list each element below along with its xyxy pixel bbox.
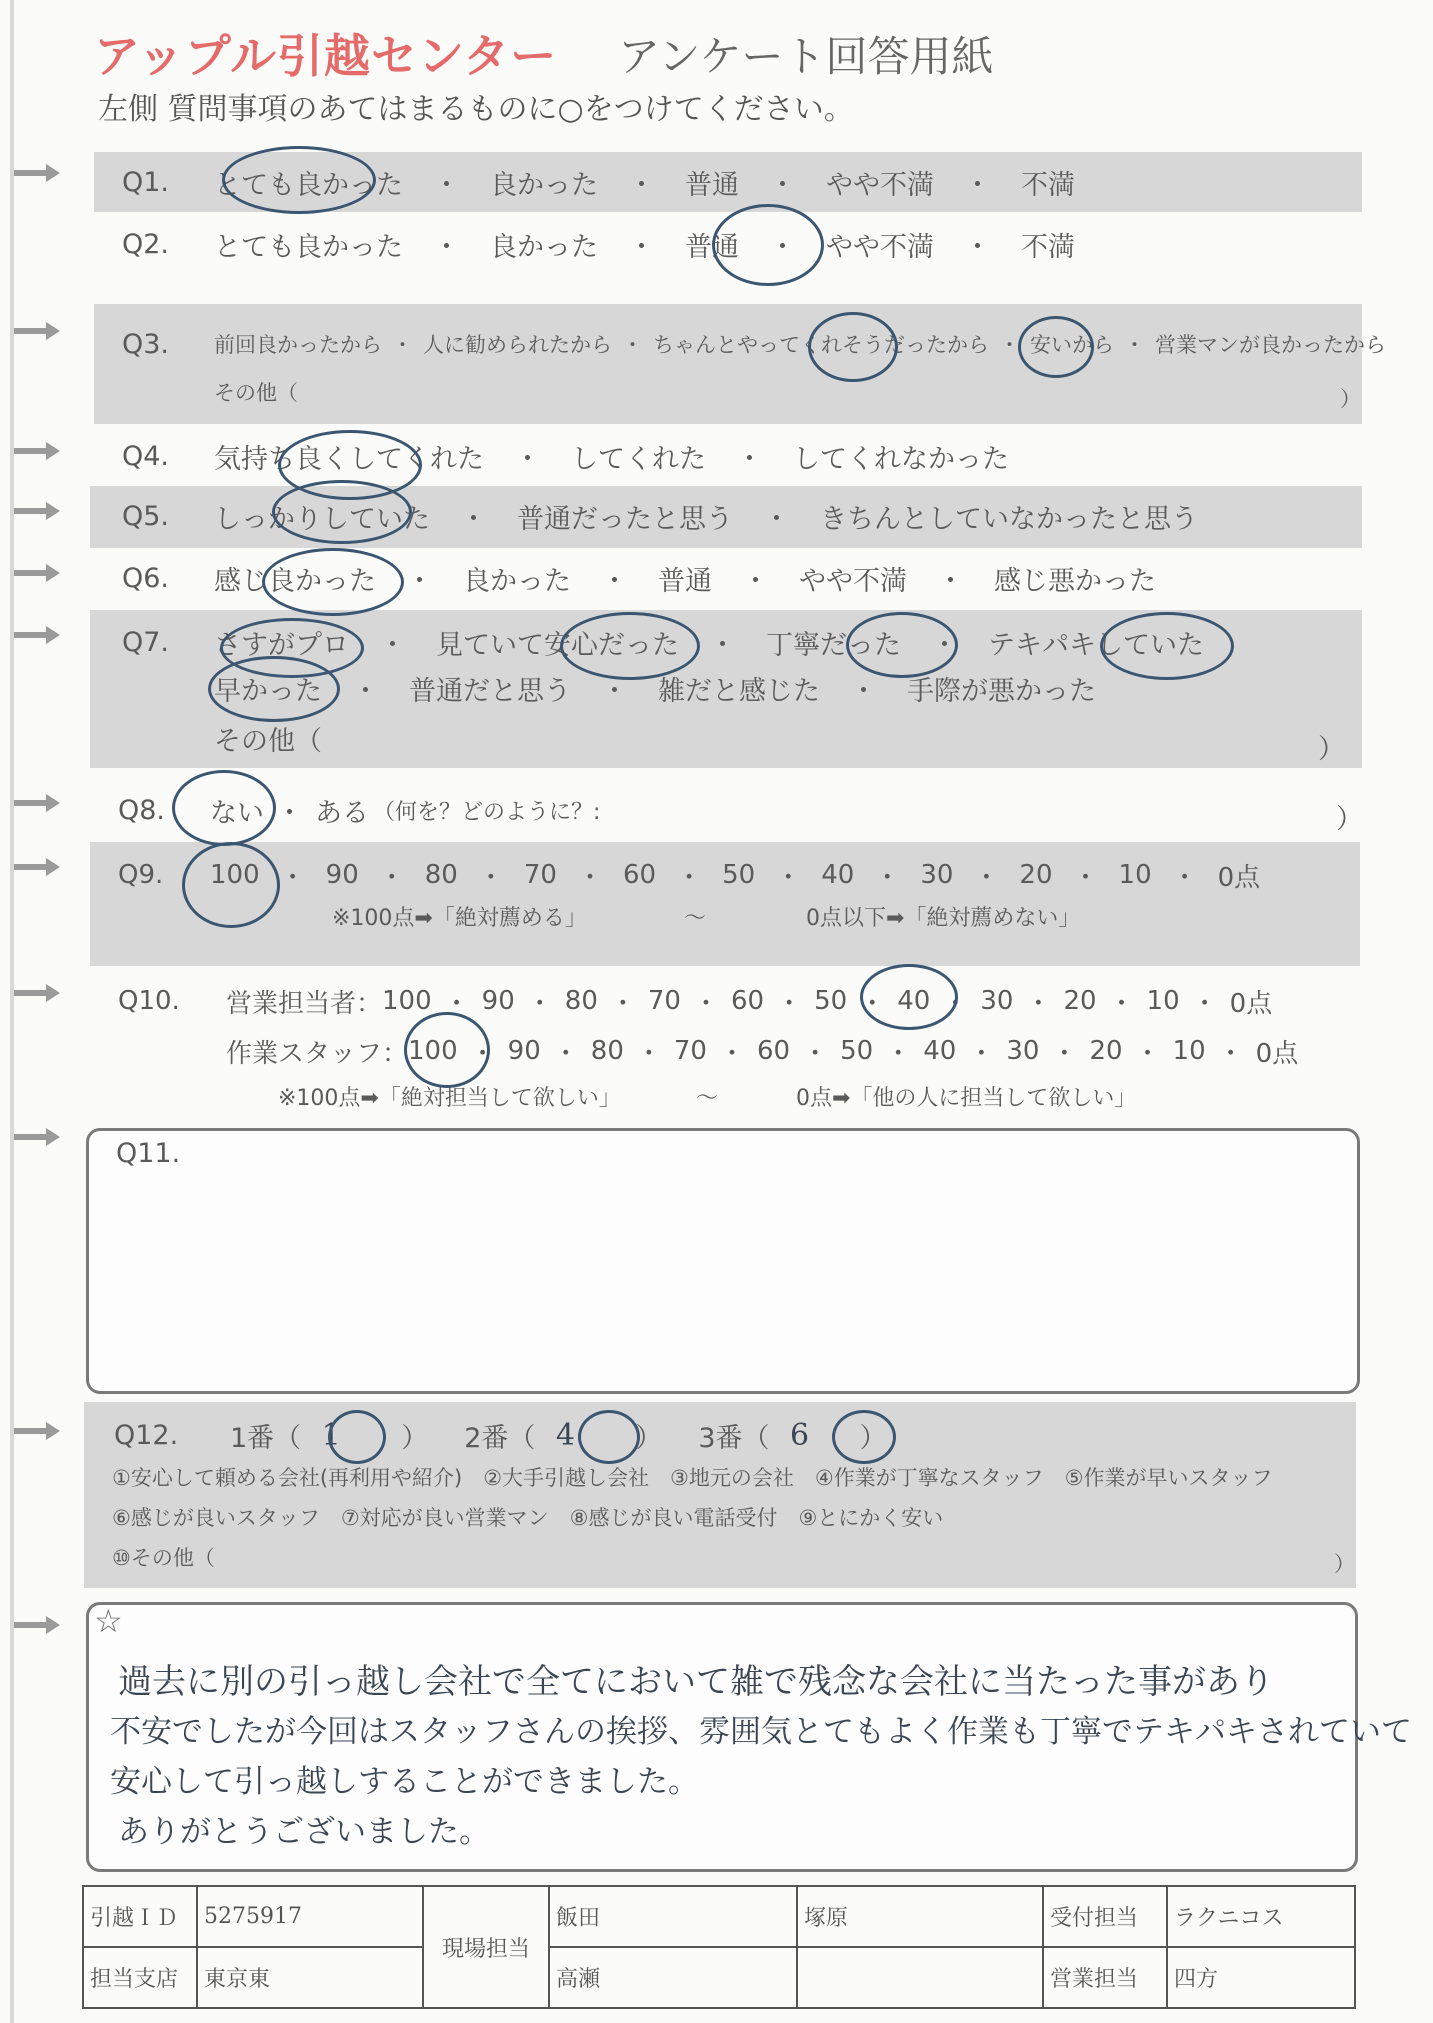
reception-label: 受付担当	[1043, 1886, 1167, 1947]
q5-answer-circle	[272, 480, 412, 544]
margin-arrow-icon	[14, 500, 60, 522]
q6-option-pleasant[interactable]: 感じ良かった	[214, 565, 376, 597]
q12-rank3-close: ）	[859, 1422, 887, 1454]
staff-info-table	[82, 1885, 1356, 2009]
q12-choices-line1: ①安心して頼める会社(再利用や紹介) ②大手引越し会社 ③地元の会社 ④作業が丁寧なスタッフ ⑤作業が早いスタッフ	[112, 1466, 1273, 1490]
site-staff-label: 現場担当	[423, 1886, 549, 2008]
q9-note-left: ※100点➡「絶対薦める」	[332, 905, 587, 931]
q1-answer-circle	[222, 146, 376, 214]
q9-score-40[interactable]: 40	[821, 860, 855, 890]
q9-score-30[interactable]: 30	[920, 860, 954, 890]
q10-staff-score-90[interactable]: 90	[507, 1036, 541, 1066]
margin-arrow-icon	[14, 1420, 60, 1442]
comment-line-4: ありがとうございました。	[118, 1814, 490, 1850]
margin-arrow-icon	[14, 1126, 60, 1148]
margin-arrow-icon	[14, 562, 60, 584]
q9-note-mid: 〜	[684, 905, 707, 931]
q9-score-100[interactable]: 100	[210, 860, 260, 890]
q9-note-right: 0点以下➡「絶対薦めない」	[806, 905, 1081, 931]
q12-rank3-value[interactable]: 6	[790, 1417, 810, 1453]
q7-option-efficient[interactable]: テキパキしていた	[988, 629, 1204, 661]
q9-score-0[interactable]: 0点	[1217, 862, 1261, 893]
q10-staff-score-50[interactable]: 50	[840, 1036, 874, 1066]
q4-label: Q4.	[122, 440, 170, 472]
q7-option-reassuring[interactable]: 見ていて安心だった	[436, 629, 679, 661]
q10-note-mid: 〜	[696, 1085, 719, 1111]
q4-option-did[interactable]: してくれた	[571, 443, 706, 475]
q2-option-dissatisfied[interactable]: 不満	[1021, 231, 1075, 263]
q10-staff-score-40[interactable]: 40	[923, 1036, 957, 1066]
margin-arrow-icon	[14, 320, 60, 342]
q12-choices-line2: ⑥感じが良いスタッフ ⑦対応が良い営業マン ⑧感じが良い電話受付 ⑨とにかく安い	[112, 1506, 944, 1530]
q7-option-pro[interactable]: さすがプロ	[214, 629, 349, 661]
q10-staff-score-30[interactable]: 30	[1006, 1036, 1040, 1066]
q10-staff-score-60[interactable]: 60	[757, 1036, 791, 1066]
comment-line-3: 安心して引っ越しすることができました。	[110, 1764, 699, 1800]
site-staff-3[interactable]: 高瀬	[549, 1947, 797, 2008]
q10-sales-answer-circle	[860, 964, 958, 1030]
margin-arrow-icon	[14, 440, 60, 462]
q10-staff-score-20[interactable]: 20	[1089, 1036, 1123, 1066]
q7-option-normal[interactable]: 普通だと思う	[409, 675, 571, 707]
q4-option-pleasant[interactable]: 気持ち良くしてくれた	[214, 443, 484, 475]
move-id-label: 引越ＩＤ	[83, 1886, 197, 1947]
q8-option-none[interactable]: ない	[210, 797, 264, 829]
move-id-value[interactable]: 5275917	[197, 1886, 423, 1947]
q10-label: Q10.	[118, 986, 180, 1016]
q9-score-70[interactable]: 70	[523, 860, 557, 890]
q6-answer-circle	[262, 548, 404, 616]
q12-rank1-value[interactable]: 1	[321, 1417, 341, 1453]
q10-sales-score-30[interactable]: 30	[980, 986, 1014, 1016]
q10-staff-row: 作業スタッフ： 100 ・ 90 ・ 80 ・ 70 ・ 60 ・ 50 ・ 40 ・ 30 ・ 20 ・ 10 ・ 0点	[226, 1030, 1298, 1072]
comment-line-1: 過去に別の引っ越し会社で全てにおいて雑で残念な会社に当たった事があり	[118, 1662, 1274, 1702]
q9-row: Q9. 100 ・ 90 ・ 80 ・ 70 ・ 60 ・ 50 ・ 40 ・ 30 ・ 20 ・ 10 ・ 0点	[118, 854, 1260, 896]
margin-arrow-icon	[14, 1614, 60, 1636]
q12-label: Q12.	[114, 1419, 179, 1451]
q4-row: Q4. 気持ち良くしてくれた ・ してくれた ・ してくれなかった	[122, 436, 1009, 476]
q10-staff-score-70[interactable]: 70	[673, 1036, 707, 1066]
q10-sales-row: Q10. 営業担当者： 100 ・ 90 ・ 80 ・ 70 ・ 60 ・ 50 ・ 40 ・ 30 ・ 20 ・ 10 ・ 0点	[118, 980, 1272, 1022]
company-name: アップル引越センター	[94, 29, 558, 83]
q12-choices-other: ⑩その他（	[112, 1546, 215, 1570]
q10-note-right: 0点➡「他の人に担当して欲しい」	[796, 1085, 1137, 1111]
q7-option-careful[interactable]: 丁寧だった	[766, 629, 901, 661]
q2-option-slightly-dissatisfied[interactable]: やや不満	[826, 231, 934, 263]
q3-answer-circle-2	[1018, 316, 1094, 378]
q12-rank-row	[114, 1414, 887, 1456]
q10-sales-score-60[interactable]: 60	[731, 986, 765, 1016]
q2-option-normal[interactable]: 普通	[685, 231, 739, 263]
q3-other-row	[214, 376, 298, 408]
q12-rank2-value[interactable]: 4	[555, 1417, 575, 1453]
q3-answer-circle-1	[808, 312, 898, 382]
q5-label: Q5.	[122, 500, 170, 532]
star-icon: ☆	[94, 1602, 123, 1640]
q12-rank1-circle	[328, 1410, 386, 1464]
q2-option-very-good[interactable]: とても良かった	[214, 231, 403, 263]
q7-other-row	[214, 718, 322, 758]
q7-row-1: Q7. さすがプロ ・ 見ていて安心だった ・ 丁寧だった ・ テキパキしていた	[122, 622, 1204, 662]
q12-rank3-circle	[832, 1410, 896, 1464]
q10-staff-score-80[interactable]: 80	[590, 1036, 624, 1066]
q12-rank2-label: 2番（	[464, 1422, 536, 1454]
q1-option-dissatisfied[interactable]: 不満	[1021, 169, 1075, 201]
instruction-text: 左側 質問事項のあてはまるものに○をつけてください。	[98, 92, 854, 127]
q9-score-10[interactable]: 10	[1118, 860, 1152, 890]
q2-option-good[interactable]: 良かった	[490, 231, 598, 263]
q9-score-90[interactable]: 90	[325, 860, 359, 890]
q6-label: Q6.	[122, 562, 170, 594]
q12-rank3-label: 3番（	[698, 1422, 770, 1454]
sales-value[interactable]: 四方	[1167, 1947, 1355, 2008]
q8-hint: （何を？どのように？:	[373, 799, 601, 825]
q3-option-sales[interactable]: 営業マンが良かったから	[1155, 333, 1386, 357]
q1-option-slightly-dissatisfied[interactable]: やや不満	[826, 169, 934, 201]
margin-arrow-icon	[14, 624, 60, 646]
binding-edge	[10, 0, 14, 2023]
q8-row: Q8. ない ・ ある （何を？どのように？:	[118, 790, 600, 830]
q12-rank1-label: 1番（	[230, 1422, 302, 1454]
reception-value[interactable]: ラクニコス	[1167, 1886, 1355, 1947]
q1-row: Q1. とても良かった ・ 良かった ・ 普通 ・ やや不満 ・ 不満	[122, 162, 1075, 202]
q2-label: Q2.	[122, 228, 170, 260]
q1-option-very-good[interactable]: とても良かった	[214, 169, 403, 201]
q9-answer-circle	[182, 842, 280, 928]
margin-arrow-icon	[14, 162, 60, 184]
q12-rank2-circle	[578, 1410, 640, 1464]
q3-option-reliable[interactable]: ちゃんとやってくれそうだったから	[653, 333, 989, 357]
q8-label: Q8.	[118, 794, 166, 826]
q7-option-sloppy[interactable]: 雑だと感じた	[658, 675, 820, 707]
q8-close: ）	[1336, 803, 1363, 835]
q10-sales-score-50[interactable]: 50	[814, 986, 848, 1016]
margin-arrow-icon	[14, 982, 60, 1004]
q6-option-slightly-dissatisfied[interactable]: やや不満	[799, 565, 907, 597]
q9-score-50[interactable]: 50	[722, 860, 756, 890]
q10-sales-score-0[interactable]: 0点	[1229, 988, 1273, 1019]
q3-other-label: その他（	[214, 381, 298, 405]
q7-option-clumsy[interactable]: 手際が悪かった	[907, 675, 1096, 707]
q3-option-recommended[interactable]: 人に勧められたから	[423, 333, 612, 357]
site-staff-empty-cell[interactable]	[797, 1947, 1043, 2008]
q2-answer-circle	[712, 204, 824, 286]
q7-answer-circle-3	[846, 612, 958, 678]
q9-label: Q9.	[118, 860, 164, 890]
q12-choices-close: ）	[1334, 1552, 1355, 1576]
q3-row: Q3. 前回良かったから ・ 人に勧められたから ・ ちゃんとやってくれそうだったから ・ 安いから ・ 営業マンが良かったから	[122, 328, 1386, 360]
q7-label: Q7.	[122, 626, 170, 658]
q11-answer-box[interactable]	[86, 1128, 1360, 1394]
q6-option-normal[interactable]: 普通	[658, 565, 712, 597]
branch-value[interactable]: 東京東	[197, 1947, 423, 2008]
q1-option-normal[interactable]: 普通	[685, 169, 739, 201]
q4-option-did-not[interactable]: してくれなかった	[793, 443, 1009, 475]
site-staff-2[interactable]: 塚原	[797, 1886, 1043, 1947]
q1-option-good[interactable]: 良かった	[490, 169, 598, 201]
q11-label: Q11.	[116, 1138, 181, 1169]
sales-label: 営業担当	[1043, 1947, 1167, 2008]
margin-arrow-icon	[14, 856, 60, 878]
q10-staff-score-100[interactable]: 100	[408, 1036, 458, 1066]
q7-option-fast[interactable]: 早かった	[214, 675, 322, 707]
q8-answer-circle	[172, 770, 276, 846]
q12-rank2-close: ）	[635, 1422, 663, 1454]
q12-rank1-close: ）	[401, 1422, 429, 1454]
q7-other-close: ）	[1318, 733, 1345, 765]
q9-score-20[interactable]: 20	[1019, 860, 1053, 890]
q7-answer-circle-2	[560, 612, 700, 680]
q10-sales-score-20[interactable]: 20	[1063, 986, 1097, 1016]
q6-row: Q6. 感じ良かった ・ 良かった ・ 普通 ・ やや不満 ・ 感じ悪かった	[122, 558, 1156, 598]
q6-option-unpleasant[interactable]: 感じ悪かった	[994, 565, 1156, 597]
q5-option-not-proper[interactable]: きちんとしていなかったと思う	[820, 503, 1198, 535]
q3-label: Q3.	[122, 328, 170, 360]
q7-answer-circle-5	[208, 656, 340, 722]
q7-row-2: 早かった ・ 普通だと思う ・ 雑だと感じた ・ 手際が悪かった	[214, 668, 1096, 708]
q10-staff-answer-circle	[404, 1012, 490, 1088]
q10-sales-score-40[interactable]: 40	[897, 986, 931, 1016]
site-staff-1[interactable]: 飯田	[549, 1886, 797, 1947]
form-title: アンケート回答用紙	[618, 32, 994, 81]
q8-option-some[interactable]: ある	[315, 797, 369, 829]
q10-staff-label: 作業スタッフ：	[226, 1038, 409, 1069]
q5-row: Q5. しっかりしていた ・ 普通だったと思う ・ きちんとしていなかったと思う	[122, 496, 1198, 536]
q1-label: Q1.	[122, 166, 170, 198]
q7-other-label: その他（	[214, 725, 322, 757]
q10-sales-score-70[interactable]: 70	[647, 986, 681, 1016]
margin-arrow-icon	[14, 792, 60, 814]
q3-option-previous[interactable]: 前回良かったから	[214, 333, 382, 357]
q5-option-normal[interactable]: 普通だったと思う	[517, 503, 733, 535]
q10-staff-score-0[interactable]: 0点	[1255, 1038, 1299, 1069]
q7-answer-circle-4	[1100, 612, 1234, 680]
q3-option-cheap[interactable]: 安いから	[1030, 333, 1114, 357]
q10-note-left: ※100点➡「絶対担当して欲しい」	[278, 1085, 621, 1111]
q6-option-good[interactable]: 良かった	[463, 565, 571, 597]
q3-other-close: ）	[1340, 387, 1361, 411]
q10-sales-score-90[interactable]: 90	[481, 986, 515, 1016]
q5-option-solid[interactable]: しっかりしていた	[214, 503, 430, 535]
branch-label: 担当支店	[83, 1947, 197, 2008]
q10-staff-score-10[interactable]: 10	[1172, 1036, 1206, 1066]
q10-sales-label: 営業担当者：	[226, 988, 383, 1019]
q10-sales-score-10[interactable]: 10	[1146, 986, 1180, 1016]
q10-sales-score-100[interactable]: 100	[382, 986, 432, 1016]
q9-score-80[interactable]: 80	[424, 860, 458, 890]
q10-sales-score-80[interactable]: 80	[564, 986, 598, 1016]
comment-line-2: 不安でしたが今回はスタッフさんの挨拶、雰囲気とてもよく作業も丁寧でテキパキされていて	[110, 1714, 1412, 1750]
q2-row: Q2. とても良かった ・ 良かった ・ 普通 ・ やや不満 ・ 不満	[122, 224, 1075, 264]
q9-score-60[interactable]: 60	[622, 860, 657, 890]
